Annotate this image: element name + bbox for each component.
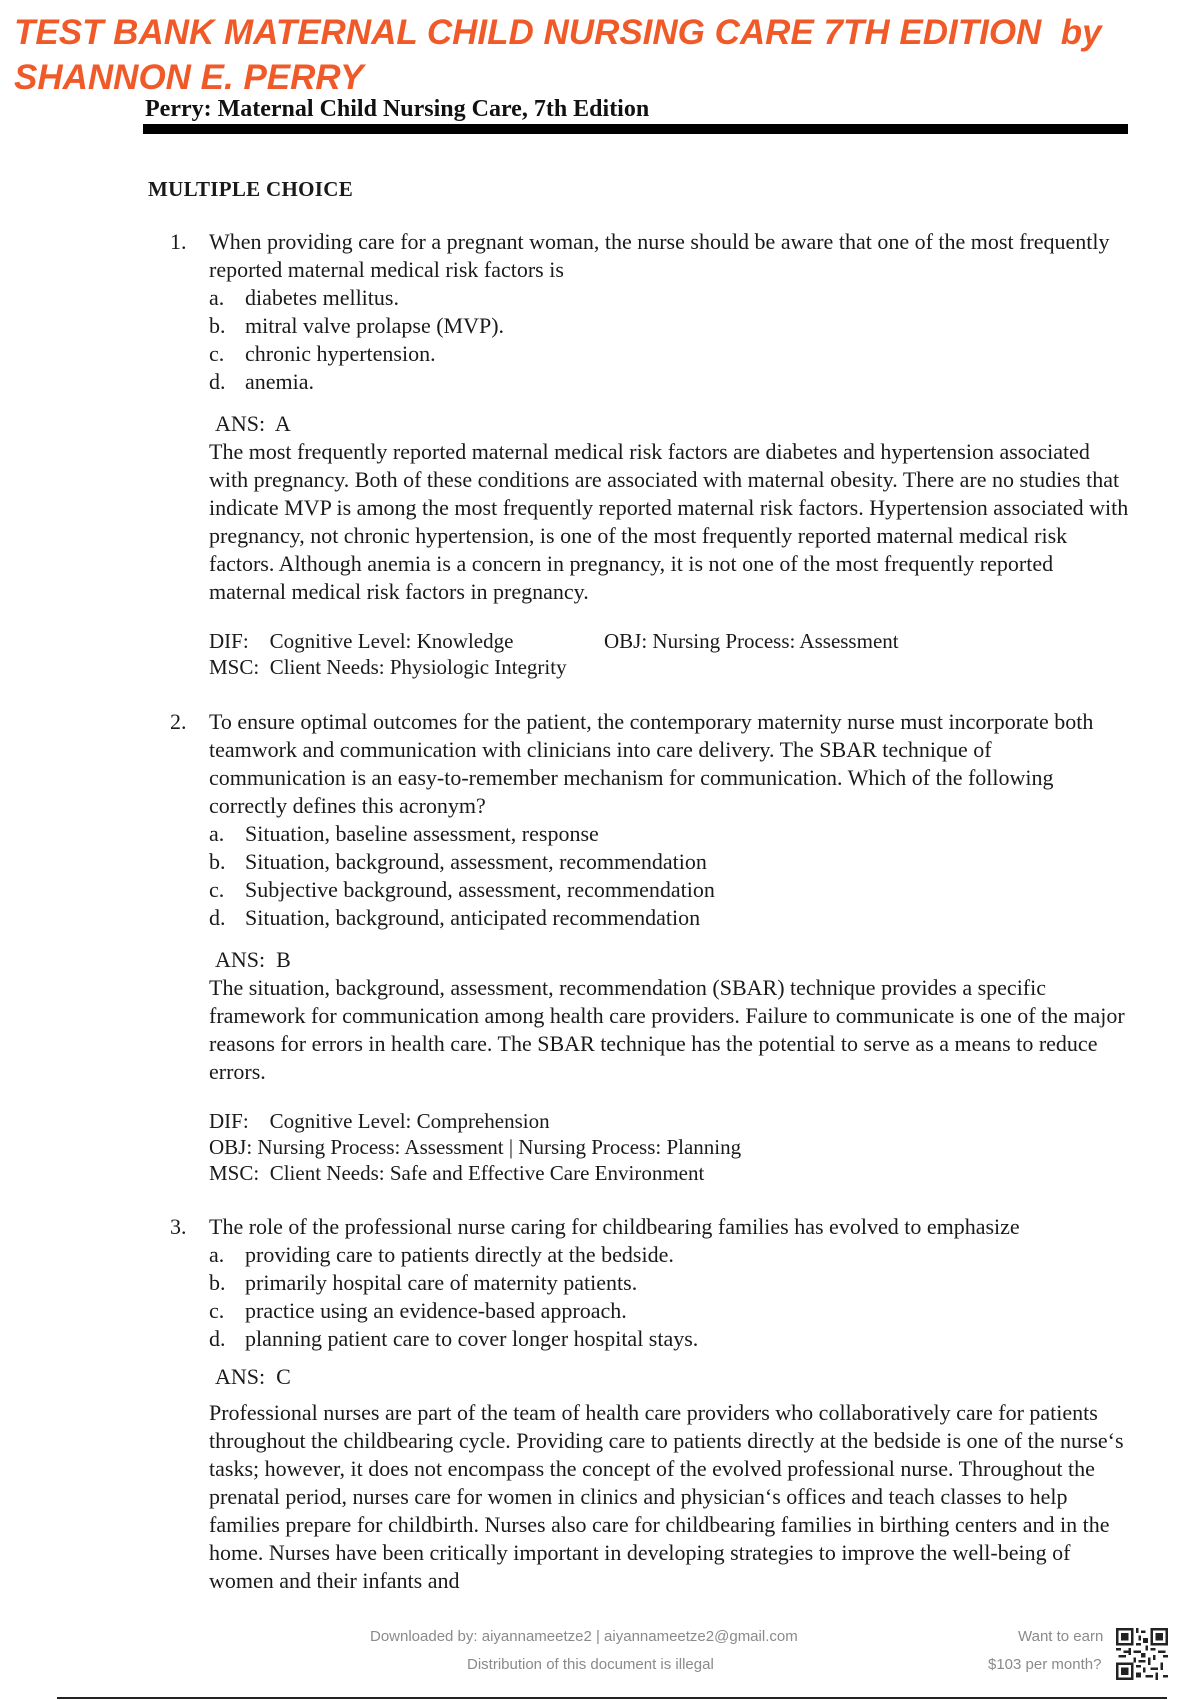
document-banner-title [14,10,1174,100]
option-letter: d. [209,1326,226,1351]
answer-key: ANS: A [215,411,291,436]
rationale: Professional nurses are part of the team of health care providers who collaboratively care for patients throughout the childbearing cycle. Providing care to patients directly at the bedside is one of the nurse‘s tasks; however, it does not encompass the concept of the evolved professional nurse. Throughout the prenatal period, nurses care for women in clinics and physician‘s offices and teach classes to help families prepare for childbirth. Nurses also care for childbearing families in birthing centers and in the home. Nurses have been critically important in developing strategies to improve the well-being of women and their infants and [209,1400,1124,1593]
metadata [209,1108,1130,1186]
option-text: Situation, baseline assessment, response [245,821,599,846]
option-b [209,312,1130,340]
option-d [209,368,1130,396]
question-2 [170,708,1130,1186]
option-text: primarily hospital care of maternity patients. [245,1270,638,1295]
option-c [209,876,1130,904]
footer-earn-line-1: Want to earn [1018,1628,1104,1645]
metadata [209,628,1130,680]
option-text: planning patient care to cover longer hospital stays. [245,1326,699,1351]
option-a [209,284,1130,312]
option-text: mitral valve prolapse (MVP). [245,313,505,338]
footer-downloaded: Downloaded by: aiyannameetze2 | aiyannameetze2@gmail.com [370,1628,798,1645]
option-a [209,1241,1130,1269]
answer-key: ANS: B [215,947,291,972]
option-letter: d. [209,905,226,930]
option-text: diabetes mellitus. [245,285,399,310]
objective: OBJ: Nursing Process: Assessment | Nursing Process: Planning [209,1135,742,1159]
option-c [209,340,1130,368]
footer-earn-line-2: $103 per month? [988,1656,1102,1673]
question-stem: The role of the professional nurse caring for childbearing families has evolved to emphasize [209,1214,1020,1239]
question-number: 2. [170,709,187,734]
option-letter: b. [209,313,226,338]
running-head: Perry: Maternal Child Nursing Care, 7th Edition [145,96,650,122]
option-a [209,820,1130,848]
option-text: anemia. [245,369,315,394]
header-rule [143,124,1128,134]
page-bottom-rule [57,1697,1167,1699]
client-needs: MSC: Client Needs: Physiologic Integrity [209,655,567,679]
option-letter: a. [209,821,225,846]
footer-distribution: Distribution of this document is illegal [467,1656,714,1673]
question-number: 3. [170,1214,187,1239]
question-stem: To ensure optimal outcomes for the patient, the contemporary maternity nurse must incorporate both teamwork and communication with clinicians into care delivery. The SBAR technique of communication is an easy-to-remember mechanism for communication. Which of the following correctly defines this acronym? [209,709,1094,818]
option-letter: a. [209,285,225,310]
option-b [209,848,1130,876]
question-1 [170,228,1130,680]
difficulty: DIF: Cognitive Level: Knowledge [209,629,514,653]
qr-code-icon[interactable] [1116,1628,1168,1680]
option-letter: b. [209,849,226,874]
difficulty: DIF: Cognitive Level: Comprehension [209,1109,550,1133]
option-letter: c. [209,877,225,902]
option-b [209,1269,1130,1297]
banner-line-1: TEST BANK MATERNAL CHILD NURSING CARE 7TH EDITION by [14,13,1102,52]
rationale: The situation, background, assessment, recommendation (SBAR) technique provides a specific framework for communication among health care providers. Failure to communicate is one of the major reasons for errors in health care. The SBAR technique has the potential to serve as a means to reduce errors. [209,975,1125,1084]
question-number: 1. [170,229,187,254]
client-needs: MSC: Client Needs: Safe and Effective Care Environment [209,1161,705,1185]
option-text: chronic hypertension. [245,341,436,366]
option-text: providing care to patients directly at the bedside. [245,1242,674,1267]
answer-key: ANS: C [215,1364,291,1389]
option-letter: d. [209,369,226,394]
banner-line-2: SHANNON E. PERRY [14,58,364,97]
option-letter: a. [209,1242,225,1267]
option-text: Subjective background, assessment, recommendation [245,877,715,902]
question-3 [170,1213,1130,1595]
question-stem: When providing care for a pregnant woman, the nurse should be aware that one of the most frequently reported maternal medical risk factors is [209,229,1110,282]
rationale: The most frequently reported maternal medical risk factors are diabetes and hypertension associated with pregnancy. Both of these conditions are associated with maternal obesity. There are no studies that indicate MVP is among the most frequently reported maternal risk factors. Hypertension associated with pregnancy, not chronic hypertension, is one of the most frequently reported maternal medical risk factors. Although anemia is a concern in pregnancy, it is not one of the most frequently reported maternal medical risk factors in pregnancy. [209,439,1129,604]
option-d [209,1325,1130,1353]
option-letter: b. [209,1270,226,1295]
option-letter: c. [209,1298,225,1323]
option-text: practice using an evidence-based approach. [245,1298,627,1323]
objective: OBJ: Nursing Process: Assessment [604,629,899,653]
option-letter: c. [209,341,225,366]
option-text: Situation, background, anticipated recommendation [245,905,701,930]
option-text: Situation, background, assessment, recommendation [245,849,707,874]
option-d [209,904,1130,932]
section-title: MULTIPLE CHOICE [148,177,354,201]
option-c [209,1297,1130,1325]
